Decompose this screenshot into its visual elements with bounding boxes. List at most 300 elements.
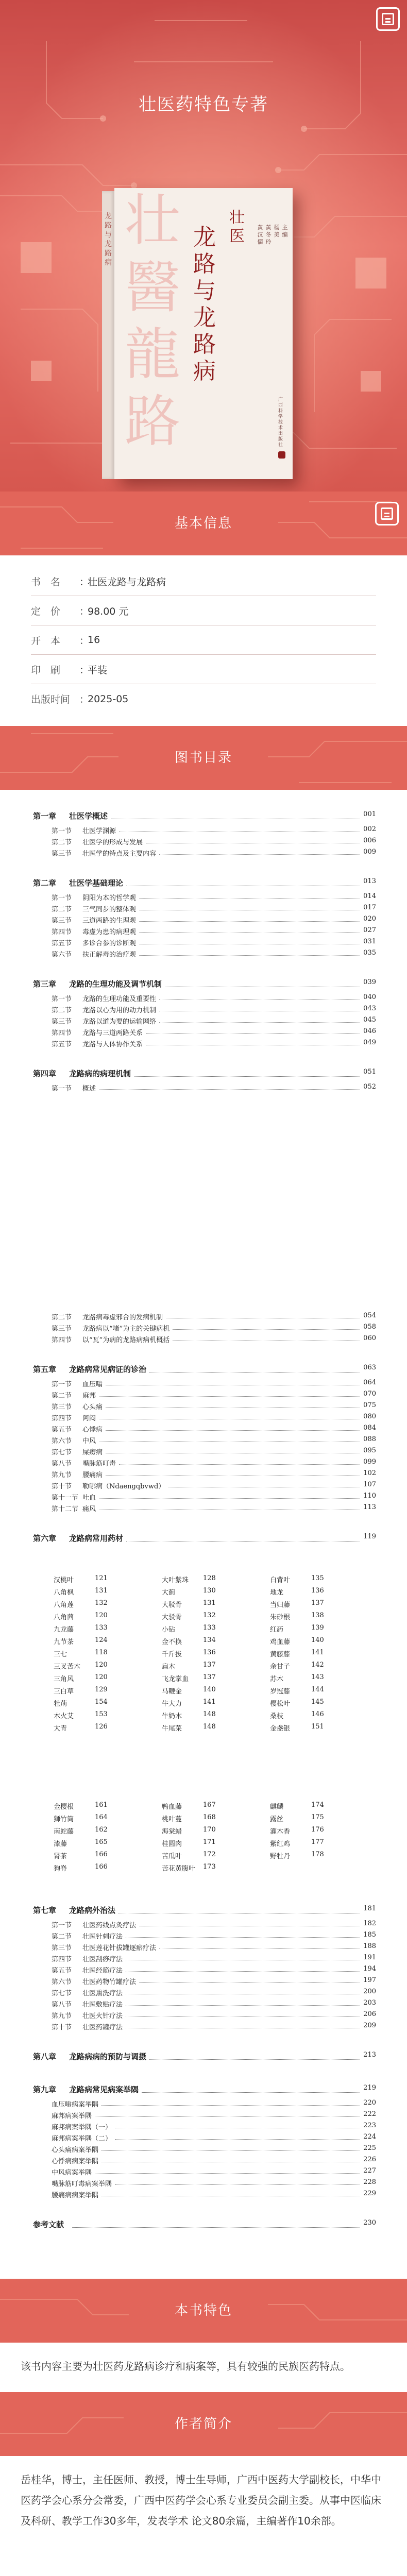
cover-big-character: 壮 — [125, 189, 181, 253]
toc-section-title: 壮医学的特点及主要内容 — [82, 850, 157, 858]
toc-section-label: 第九节 — [52, 1471, 72, 1479]
toc-section-label: 第二节 — [52, 906, 72, 913]
herb-page-number: 128 — [203, 1574, 216, 1582]
toc-section[interactable] — [33, 835, 376, 846]
herb-page-number: 145 — [311, 1698, 324, 1706]
herb-entry[interactable] — [270, 1659, 368, 1671]
toc-case-item[interactable] — [33, 2097, 376, 2109]
toc-section[interactable] — [33, 1321, 376, 1333]
herb-page-number: 131 — [95, 1587, 108, 1595]
toc-section-label: 第五节 — [52, 1041, 72, 1048]
toc-chapter-label: 第八章 — [33, 2052, 57, 2061]
toc-section[interactable] — [33, 1468, 376, 1479]
herb-page-number: 138 — [311, 1612, 324, 1619]
herb-name: 飞龙掌血 — [162, 1675, 189, 1683]
herb-name: 桃叶蔓 — [162, 1816, 182, 1823]
toc-section[interactable] — [33, 824, 376, 835]
toc-chapter-label: 第二章 — [33, 878, 57, 888]
herb-page-number: 174 — [311, 1801, 324, 1809]
toc-section[interactable] — [33, 1445, 376, 1456]
toc-section-label: 第一节 — [52, 1381, 72, 1388]
herb-entry[interactable] — [162, 1585, 260, 1597]
herb-entry[interactable] — [54, 1622, 151, 1634]
toc-section-label: 第三节 — [52, 917, 72, 925]
herb-entry[interactable] — [54, 1861, 151, 1873]
herb-name: 牛奶木 — [162, 1713, 182, 1720]
herb-name: 三七 — [54, 1651, 67, 1658]
herb-entry[interactable] — [270, 1824, 368, 1836]
herb-entry[interactable] — [54, 1610, 151, 1621]
herb-entry[interactable] — [270, 1610, 368, 1621]
toc-page-number: 223 — [363, 2122, 376, 2129]
herb-name: 海棠蜡 — [162, 1828, 182, 1836]
herb-name: 漆藤 — [54, 1840, 67, 1848]
toc-section-label: 第一节 — [52, 894, 72, 902]
toc-section-label: 第一节 — [52, 827, 72, 835]
herb-entry[interactable] — [162, 1849, 260, 1860]
toc-case-item[interactable] — [33, 2165, 376, 2177]
toc-section[interactable] — [33, 1975, 376, 1986]
herb-entry[interactable] — [162, 1861, 260, 1873]
toc-section[interactable] — [33, 992, 376, 1003]
herb-entry[interactable] — [54, 1812, 151, 1823]
info-row — [31, 684, 376, 714]
toc-section-title: 麻邦病案举隅 — [52, 2112, 92, 2120]
toc-leader-dots — [149, 2059, 360, 2060]
toc-section[interactable] — [33, 1490, 376, 1502]
herb-entry[interactable] — [162, 1684, 260, 1696]
info-row — [31, 596, 376, 625]
toc-section-label: 第五节 — [52, 1967, 72, 1975]
herb-name: 当归藤 — [270, 1601, 291, 1609]
herb-page-number: 173 — [203, 1863, 216, 1871]
toc-section-title: 龙路以心为用的动力机制 — [82, 1007, 157, 1014]
herb-entry[interactable] — [54, 1598, 151, 1609]
toc-section-label: 第十节 — [52, 2024, 72, 2031]
toc-page-number: 225 — [363, 2144, 376, 2152]
toc-section-label: 第六节 — [52, 1978, 72, 1986]
herb-entry[interactable] — [54, 1709, 151, 1720]
toc-section[interactable] — [33, 1310, 376, 1321]
info-colon: ： — [79, 664, 90, 676]
toc-page-number: 009 — [363, 848, 376, 856]
herb-entry[interactable] — [162, 1622, 260, 1634]
herb-entry[interactable] — [54, 1849, 151, 1860]
toc-page-number: 039 — [363, 978, 376, 986]
toc-section[interactable] — [33, 1377, 376, 1388]
toc-page-number: 113 — [363, 1503, 376, 1511]
toc-chapter[interactable] — [33, 2217, 376, 2232]
toc-leader-dots — [119, 1464, 360, 1465]
toc-section-title: 龙路与三道两路关系 — [82, 1029, 143, 1037]
toc-chapter-label: 参考文献 — [33, 2220, 64, 2229]
toc-leader-dots — [159, 999, 360, 1000]
toc-chapter-title: 壮医学基础理论 — [69, 878, 124, 888]
herb-entry[interactable] — [162, 1647, 260, 1658]
herb-entry[interactable] — [270, 1598, 368, 1609]
toc-case-item[interactable] — [33, 2120, 376, 2131]
toc-chapter[interactable] — [33, 1066, 376, 1081]
toc-leader-dots — [146, 1033, 360, 1034]
herb-name: 千斤拔 — [162, 1651, 182, 1658]
herb-name: 麒麟 — [270, 1803, 284, 1811]
herb-page-number: 172 — [203, 1851, 216, 1858]
herb-name: 牡荊 — [54, 1700, 67, 1708]
herb-page-number: 142 — [311, 1661, 324, 1669]
cover-sub-title: 壮医 — [229, 209, 245, 245]
herb-entry[interactable] — [270, 1647, 368, 1658]
toc-section-title: 以“瓦”为病的龙路病病机概括 — [82, 1336, 170, 1344]
app-logo-icon[interactable] — [375, 502, 399, 526]
herb-entry[interactable] — [54, 1573, 151, 1584]
cover-author: 杨 美 — [274, 224, 280, 238]
toc-section-label: 第四节 — [52, 928, 72, 936]
toc-page-number: 084 — [363, 1424, 376, 1432]
toc-chapter[interactable] — [33, 976, 376, 992]
toc-section-title: 壮医刮痧疗法 — [82, 1956, 123, 1963]
toc-section[interactable] — [33, 1014, 376, 1026]
toc-section[interactable] — [33, 1434, 376, 1445]
toc-section[interactable] — [33, 1479, 376, 1490]
toc-chapter-label: 第九章 — [33, 2085, 57, 2094]
toc-section-label: 第八节 — [52, 2001, 72, 2009]
herb-name: 八角枫 — [54, 1589, 74, 1597]
herb-entry[interactable] — [54, 1800, 151, 1811]
herb-entry[interactable] — [162, 1709, 260, 1720]
toc-page-number: 040 — [363, 993, 376, 1001]
toc-section-title: 龙路以道为要的运输网络 — [82, 1018, 157, 1026]
herb-entry[interactable] — [270, 1585, 368, 1597]
cover-main-title: 龙路与龙路病 — [193, 224, 216, 384]
herb-entry[interactable] — [162, 1598, 260, 1609]
toc-section-label: 第一节 — [52, 1922, 72, 1929]
toc-section[interactable] — [33, 1952, 376, 1963]
toc-section[interactable] — [33, 1388, 376, 1400]
app-logo-icon[interactable] — [376, 7, 400, 31]
herb-name: 大驳骨 — [162, 1601, 182, 1609]
herb-entry[interactable] — [162, 1812, 260, 1823]
herb-page-number: 136 — [311, 1587, 324, 1595]
toc-page-number: 051 — [363, 1068, 376, 1076]
info-label: 出版时间 — [31, 694, 71, 705]
herb-name: 八角莲 — [54, 1601, 74, 1609]
toc-section[interactable] — [33, 1456, 376, 1468]
herb-entry[interactable] — [270, 1721, 368, 1733]
herb-entry[interactable] — [162, 1721, 260, 1733]
toc-page-number: 080 — [363, 1413, 376, 1420]
herb-name: 金盏银 — [270, 1725, 291, 1733]
toc-page-number: 220 — [363, 2099, 376, 2107]
herb-name: 灌木香 — [270, 1828, 291, 1836]
herb-name: 九节茶 — [54, 1638, 74, 1646]
toc-section[interactable] — [33, 925, 376, 936]
herb-name: 苦瓜叶 — [162, 1853, 182, 1860]
toc-section[interactable] — [33, 902, 376, 913]
toc-chapter[interactable] — [33, 2049, 376, 2064]
toc-case-item[interactable] — [33, 2131, 376, 2143]
toc-section-title: 阿闷 — [82, 1415, 96, 1422]
toc-section-label: 第二节 — [52, 839, 72, 846]
herb-entry[interactable] — [270, 1800, 368, 1811]
herb-name: 牛尾菜 — [162, 1725, 182, 1733]
toc-section-title: 中风病案举隅 — [52, 2169, 92, 2177]
herb-entry[interactable] — [54, 1659, 151, 1671]
herb-page-number: 167 — [203, 1801, 216, 1809]
herb-name: 樱松叶 — [270, 1700, 291, 1708]
toc-section-title: 心悸病 — [82, 1426, 103, 1434]
toc-chapter-label: 第六章 — [33, 1534, 57, 1543]
toc-section[interactable] — [33, 1026, 376, 1037]
toc-section-title: 痛风 — [82, 1505, 96, 1513]
herb-entry[interactable] — [162, 1610, 260, 1621]
cover-big-character: 龍 — [125, 323, 181, 387]
toc-leader-dots — [134, 1076, 360, 1077]
toc-section-title: 壮医药罐疗法 — [82, 2024, 123, 2031]
toc-chapter-title: 龙路病常见病证的诊治 — [69, 1365, 147, 1374]
toc-chapter[interactable] — [33, 2082, 376, 2097]
toc-page-number: 060 — [363, 1334, 376, 1342]
herb-entry[interactable] — [162, 1635, 260, 1646]
herb-page-number: 140 — [203, 1686, 216, 1693]
toc-section[interactable] — [33, 1003, 376, 1014]
herb-entry[interactable] — [54, 1635, 151, 1646]
herb-entry[interactable] — [54, 1672, 151, 1683]
toc-chapter-title: 壮医学概述 — [69, 811, 108, 821]
toc-page-number: 046 — [363, 1027, 376, 1035]
toc-leader-dots — [72, 2227, 360, 2228]
toc-page-number: 224 — [363, 2133, 376, 2141]
herb-page-number: 132 — [203, 1612, 216, 1619]
toc-section-title: 扶正解毒的治疗观 — [82, 951, 137, 959]
herb-page-number: 132 — [95, 1599, 108, 1607]
herb-entry[interactable] — [270, 1684, 368, 1696]
herb-entry[interactable] — [270, 1622, 368, 1634]
herb-name: 苏木 — [270, 1675, 284, 1683]
herb-entry[interactable] — [54, 1837, 151, 1848]
toc-section[interactable] — [33, 947, 376, 959]
herb-entry[interactable] — [270, 1709, 368, 1720]
info-label: 印 刷 — [31, 664, 61, 676]
herb-page-number: 164 — [95, 1814, 108, 1821]
toc-section-title: 血压嗡病案举隅 — [52, 2101, 99, 2109]
author-text: 岳桂华，博士，主任医师、教授，博士生导师，广西中医药大学副校长，中华中医药学会心系分会常委，广西中医药学会心系专业委员会副主委。从事中医临床及科研、教学工作30多年，发表学术 论文80余篇，主编著作10余部。 — [21, 2473, 381, 2527]
toc-chapter[interactable] — [33, 808, 376, 824]
toc-page-number: 063 — [363, 1364, 376, 1371]
toc-section-title: 龙路病以“堵”为主的关键病机 — [82, 1325, 170, 1333]
herb-page-number: 130 — [203, 1587, 216, 1595]
toc-leader-dots — [115, 2184, 360, 2185]
toc-section[interactable] — [33, 2020, 376, 2031]
toc-section[interactable] — [33, 1400, 376, 1411]
herb-name: 朱砂根 — [270, 1614, 291, 1621]
toc-section[interactable] — [33, 1081, 376, 1093]
info-label: 书 名 — [31, 576, 61, 588]
toc-herb-list — [33, 1573, 376, 1892]
toc-section-label: 第二节 — [52, 1933, 72, 1941]
herb-name: 大蓟 — [162, 1589, 176, 1597]
toc-section-title: 壮医学渊源 — [82, 827, 116, 835]
toc-section[interactable] — [33, 2009, 376, 2020]
toc-case-item[interactable] — [33, 2188, 376, 2199]
toc-leader-dots — [99, 1498, 360, 1499]
toc-section[interactable] — [33, 1929, 376, 1941]
herb-page-number: 175 — [311, 1814, 324, 1821]
toc-section[interactable] — [33, 1963, 376, 1975]
toc-section-title: 壮医药物竹罐疗法 — [82, 1978, 137, 1986]
herb-page-number: 144 — [311, 1686, 324, 1693]
toc-page-number: 031 — [363, 938, 376, 945]
toc-section[interactable] — [33, 891, 376, 902]
herb-entry[interactable] — [270, 1812, 368, 1823]
toc-page-number: 013 — [363, 877, 376, 885]
toc-page-number: 209 — [363, 2022, 376, 2029]
toc-section[interactable] — [33, 1333, 376, 1344]
toc-section-label: 第十节 — [52, 1483, 72, 1490]
toc-chapter[interactable] — [33, 875, 376, 891]
herb-entry[interactable] — [162, 1824, 260, 1836]
herb-entry[interactable] — [54, 1721, 151, 1733]
toc-page-number: 058 — [363, 1323, 376, 1331]
info-colon: ： — [79, 635, 90, 647]
toc-page-number: 228 — [363, 2178, 376, 2186]
toc-page-number: 075 — [363, 1401, 376, 1409]
toc-page-number: 017 — [363, 904, 376, 911]
toc-section-label: 第十二节 — [52, 1505, 79, 1513]
toc-section[interactable] — [33, 1422, 376, 1434]
toc-chapter[interactable] — [33, 1362, 376, 1377]
herb-page-number: 148 — [203, 1710, 216, 1718]
herb-entry[interactable] — [270, 1849, 368, 1860]
toc-leader-dots — [173, 1329, 360, 1330]
toc-page-number: 213 — [363, 2051, 376, 2059]
toc-page-number: 185 — [363, 1931, 376, 1939]
toc-section[interactable] — [33, 1918, 376, 1929]
toc-section-title: 心悸病病案举隅 — [52, 2158, 99, 2165]
herb-entry[interactable] — [54, 1824, 151, 1836]
toc-page-number: 203 — [363, 1999, 376, 2007]
herb-entry[interactable] — [54, 1585, 151, 1597]
toc-page-number: 194 — [363, 1965, 376, 1973]
herb-entry[interactable] — [162, 1800, 260, 1811]
herb-page-number: 133 — [203, 1624, 216, 1632]
herb-entry[interactable] — [270, 1697, 368, 1708]
toc-case-item[interactable] — [33, 2109, 376, 2120]
herb-entry[interactable] — [270, 1672, 368, 1683]
toc-section[interactable] — [33, 1986, 376, 1997]
toc-section-title: 壮医经筋疗法 — [82, 1967, 123, 1975]
toc-section[interactable] — [33, 1411, 376, 1422]
toc-section-title: 腰痛病病案举隅 — [52, 2192, 99, 2199]
toc-leader-dots — [101, 2150, 360, 2151]
toc-section[interactable] — [33, 1997, 376, 2009]
herb-name: 大驳骨 — [162, 1614, 182, 1621]
toc-section-label: 第二节 — [52, 1007, 72, 1014]
herb-entry[interactable] — [54, 1697, 151, 1708]
toc-section[interactable] — [33, 1502, 376, 1513]
toc-leader-dots — [139, 921, 360, 922]
herb-name: 肾茶 — [54, 1853, 67, 1860]
toc-section-label: 第二节 — [52, 1392, 72, 1400]
toc-page-number: 088 — [363, 1435, 376, 1443]
toc-section-title: 毒虚为患的病理观 — [82, 928, 137, 936]
toc-leader-dots — [126, 2005, 360, 2006]
toc-section-title: 麻邦 — [82, 1392, 96, 1400]
herb-entry[interactable] — [162, 1697, 260, 1708]
herb-entry[interactable] — [162, 1659, 260, 1671]
herb-name: 桑枝 — [270, 1713, 284, 1720]
toc-section-label: 第六节 — [52, 951, 72, 959]
toc-section[interactable] — [33, 913, 376, 925]
herb-page-number: 131 — [203, 1599, 216, 1607]
toc-section-title: 概述 — [82, 1085, 96, 1093]
toc-chapter[interactable] — [33, 1903, 376, 1918]
herb-page-number: 134 — [203, 1636, 216, 1644]
herb-page-number: 133 — [95, 1624, 108, 1632]
herb-page-number: 146 — [311, 1710, 324, 1718]
toc-section-label: 第三节 — [52, 850, 72, 858]
herb-page-number: 135 — [311, 1574, 324, 1582]
toc-section[interactable] — [33, 936, 376, 947]
toc-section-title: 壮医莲花针拔罐逐瘀疗法 — [82, 1944, 157, 1952]
herb-entry[interactable] — [54, 1684, 151, 1696]
herb-name: 红药 — [270, 1626, 284, 1634]
toc-case-item[interactable] — [33, 2143, 376, 2154]
herb-entry[interactable] — [162, 1573, 260, 1584]
toc-leader-dots — [139, 1982, 360, 1983]
herb-name: 黄藤藤 — [270, 1651, 291, 1658]
toc-section[interactable] — [33, 1941, 376, 1952]
herb-page-number: 176 — [311, 1826, 324, 1834]
table-of-contents — [0, 790, 407, 2279]
toc-chapter[interactable] — [33, 1531, 376, 1546]
herb-name: 三叉苦木 — [54, 1663, 81, 1671]
herb-entry[interactable] — [162, 1837, 260, 1848]
toc-page-number: 226 — [363, 2156, 376, 2163]
toc-section-title: 龙路的生理功能及重要性 — [82, 995, 157, 1003]
herb-entry[interactable] — [162, 1672, 260, 1683]
toc-section-label: 第三节 — [52, 1403, 72, 1411]
herb-name: 狗脊 — [54, 1865, 67, 1873]
herb-entry[interactable] — [270, 1837, 368, 1848]
herb-entry[interactable] — [270, 1573, 368, 1584]
herb-page-number: 120 — [95, 1661, 108, 1669]
toc-section-label: 第三节 — [52, 1944, 72, 1952]
toc-page-number: 052 — [363, 1083, 376, 1091]
toc-section-label: 第四节 — [52, 1029, 72, 1037]
info-row — [31, 655, 376, 684]
toc-page-number: 006 — [363, 837, 376, 844]
toc-page — [33, 1903, 376, 2232]
herb-name: 金樱根 — [54, 1803, 74, 1811]
cover-publisher: 广西科学技术出版社 — [278, 397, 283, 448]
toc-case-item[interactable] — [33, 2154, 376, 2165]
herb-page-number: 170 — [203, 1826, 216, 1834]
toc-page-number: 230 — [363, 2219, 376, 2227]
herb-name: 岁冠藤 — [270, 1688, 291, 1696]
toc-case-item[interactable] — [33, 2177, 376, 2188]
toc-page-number: 107 — [363, 1481, 376, 1488]
herb-page-number: 141 — [203, 1698, 216, 1706]
toc-page-number: 020 — [363, 915, 376, 923]
info-row — [31, 625, 376, 655]
toc-section[interactable] — [33, 1037, 376, 1048]
toc-section[interactable] — [33, 846, 376, 858]
toc-page-number: 222 — [363, 2110, 376, 2118]
toc-leader-dots — [159, 1948, 360, 1949]
herb-name: 三角风 — [54, 1675, 74, 1683]
herb-entry[interactable] — [270, 1635, 368, 1646]
herb-entry[interactable] — [54, 1647, 151, 1658]
